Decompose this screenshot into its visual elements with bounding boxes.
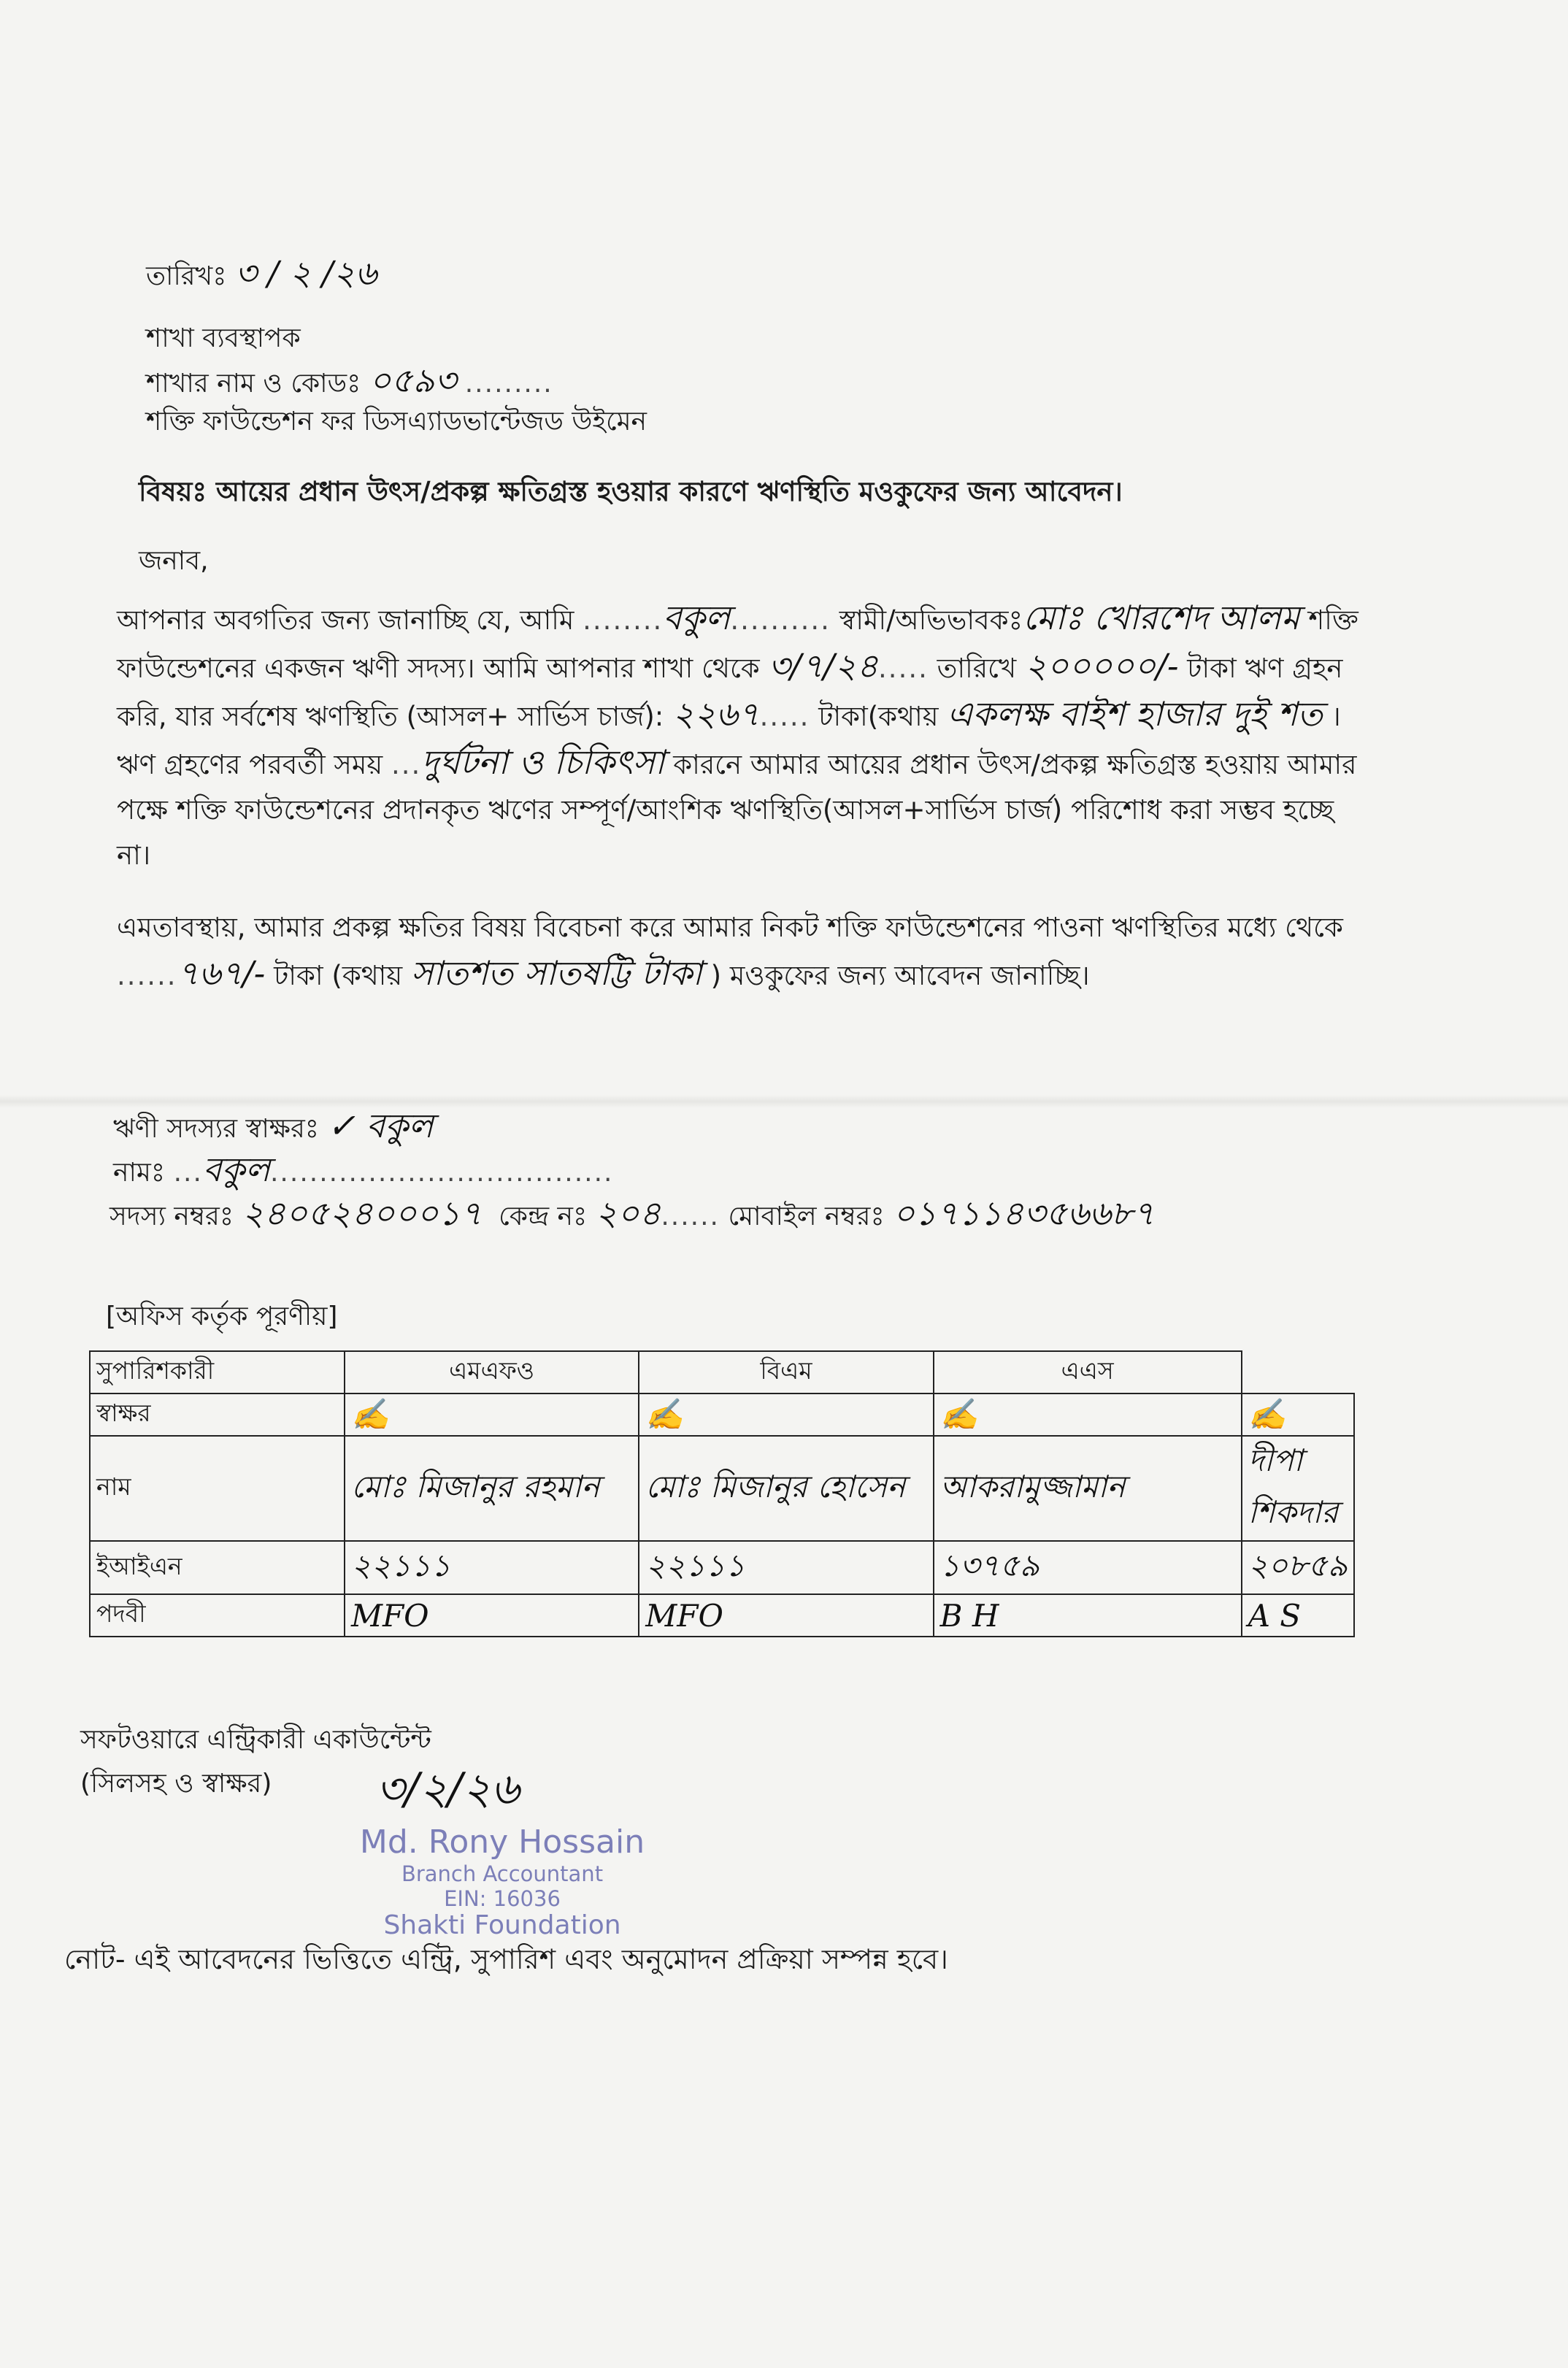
body-text: স্বামী/অভিভাবকঃ bbox=[839, 604, 1023, 636]
signature-label: ঋণী সদস্যর স্বাক্ষরঃ bbox=[113, 1114, 319, 1144]
loan-amount-fill: ২০০০০০/- bbox=[1025, 646, 1179, 685]
stamp-org: Shakti Foundation bbox=[383, 1910, 621, 1940]
body-paragraph-2 bbox=[117, 905, 1372, 999]
body-paragraph-1 bbox=[117, 595, 1372, 878]
row-label: স্বাক্ষর bbox=[90, 1393, 345, 1436]
waiver-words-fill: সাতশত সাতষট্টি টাকা bbox=[410, 953, 702, 993]
footer-note: নোট- এই আবেদনের ভিত্তিতে এন্ট্রি, সুপারিশ এবং অনুমোদন প্রক্রিয়া সম্পন্ন হবে। bbox=[64, 1943, 948, 1975]
ein-cell: ২২১১১ bbox=[345, 1541, 639, 1594]
waiver-amount-fill: ৭৬৭/- bbox=[177, 953, 266, 993]
applicant-signature-row bbox=[113, 1108, 434, 1147]
name-cell: মোঃ মিজানুর রহমান bbox=[345, 1436, 639, 1541]
ein-cell: ১৩৭৫৯ bbox=[934, 1541, 1242, 1594]
table-header: এএস bbox=[934, 1351, 1242, 1393]
dotted-fill: ........ bbox=[583, 604, 664, 636]
table-row bbox=[90, 1436, 1354, 1541]
loan-date-fill: ৩/৭/২৪ bbox=[768, 646, 879, 685]
table-header: বিএম bbox=[639, 1351, 933, 1393]
ein-cell: ২০৮৫৯ bbox=[1242, 1541, 1354, 1594]
accountant-label: সফটওয়ারে এন্ট্রিকারী একাউন্টেন্ট bbox=[80, 1725, 431, 1755]
signature-cell: ✍ bbox=[639, 1393, 933, 1436]
date-row bbox=[146, 255, 377, 294]
ein-cell: ২২১১১ bbox=[639, 1541, 933, 1594]
paper-fold-line bbox=[0, 1095, 1568, 1108]
dotted-fill: ................................... bbox=[269, 1158, 614, 1188]
member-name-fill: বকুল bbox=[663, 598, 731, 637]
subject-line: বিষয়ঃ আয়ের প্রধান উৎস/প্রকল্প ক্ষতিগ্রস্ত হওয়ার কারণে ঋণস্থিতি মওকুফের জন্য আবেদন। bbox=[139, 476, 1123, 507]
guardian-name-fill: মোঃ খোরশেদ bbox=[1023, 598, 1209, 637]
body-text: আপনার অবগতির জন্য জানাচ্ছি যে, আমি bbox=[117, 604, 574, 636]
stamp-name: Md. Rony Hossain bbox=[359, 1823, 645, 1861]
date-label: তারিখঃ bbox=[146, 261, 227, 291]
name-cell: মোঃ মিজানুর হোসেন bbox=[639, 1436, 933, 1541]
stamp-ein: EIN: 16036 bbox=[444, 1886, 561, 1911]
recipient: শাখা ব্যবস্থাপক bbox=[146, 323, 301, 353]
accountant-seal-note: (সিলসহ ও স্বাক্ষর) bbox=[80, 1769, 272, 1799]
dotted-fill: ..... bbox=[759, 701, 810, 732]
center-label: কেন্দ্র নঃ bbox=[499, 1202, 588, 1231]
member-no: ২৪০৫২৪০০০১৭ bbox=[242, 1193, 483, 1233]
dotted-fill: ...... bbox=[117, 960, 177, 991]
branch-label: শাখার নাম ও কোডঃ bbox=[146, 369, 361, 399]
accountant-seal-stamp bbox=[349, 1823, 656, 1940]
designation-cell: A S bbox=[1242, 1594, 1354, 1637]
applicant-signature: ✓ বকুল bbox=[327, 1106, 434, 1145]
center-no: ২০৪ bbox=[595, 1193, 661, 1233]
salutation: জনাব, bbox=[139, 546, 209, 576]
body-text: কারনে আমার আয়ের প্রধান উৎস/প্রকল্প ক্ষতিগ্রস্ত হওয়ায় আমার পক্ষে শক্তি ফাউন্ডেশনের প্রদানকৃত ঋণের সম্পূর্ণ/আংশিক ঋণস্থিতি(আসল+সার্ভিস চার্জ) পরিশোধ করা সম্ভব হচ্ছে না। bbox=[117, 749, 1357, 871]
name-cell: আকরামুজ্জামান bbox=[934, 1436, 1242, 1541]
applicant-name: বকুল bbox=[202, 1150, 270, 1189]
dotted-fill: ......... bbox=[464, 369, 553, 399]
table-header: এমএফও bbox=[345, 1351, 639, 1393]
signature-cell: ✍ bbox=[934, 1393, 1242, 1436]
balance-words-fill: একলক্ষ বাইশ হাজার দুই শত bbox=[947, 694, 1323, 734]
accountant-signature: ৩/২/২৬ bbox=[376, 1764, 520, 1815]
dotted-fill: ...... bbox=[661, 1202, 720, 1231]
dotted-fill: ..... bbox=[878, 653, 929, 684]
applicant-ids-row bbox=[109, 1193, 1155, 1234]
body-text: শক্তি ফাউন্ডেশনের একজন ঋণী সদস্য। আমি আপনার শাখা থেকে bbox=[117, 604, 1358, 684]
body-text: এমতাবস্থায়, আমার প্রকল্প ক্ষতির বিষয় বিবেচনা করে আমার নিকট শক্তি ফাউন্ডেশনের পাওনা ঋণস্থিতির মধ্যে থেকে bbox=[117, 912, 1343, 943]
body-text: টাকা ঋণ গ্রহন করি, যার সর্বশেষ ঋণস্থিতি (আসল+ সার্ভিস চার্জ): bbox=[117, 653, 1343, 732]
row-label: ইআইএন bbox=[90, 1541, 345, 1594]
guardian-name-fill-2: আলম bbox=[1217, 598, 1300, 637]
dotted-fill: .......... bbox=[730, 604, 831, 636]
table-header-row bbox=[90, 1351, 1354, 1393]
stamp-title: Branch Accountant bbox=[401, 1861, 604, 1886]
reason-fill: দুর্ঘটনা ও চিকিৎসা bbox=[421, 742, 665, 782]
branch-row bbox=[146, 363, 553, 401]
body-text: টাকা (কথায় bbox=[274, 960, 403, 991]
table-row bbox=[90, 1393, 1354, 1436]
signature-cell: ✍ bbox=[345, 1393, 639, 1436]
designation-cell: MFO bbox=[345, 1594, 639, 1637]
row-label: নাম bbox=[90, 1436, 345, 1541]
recommendation-table bbox=[89, 1350, 1355, 1637]
mobile-no: ০১৭১১৪৩৫৬৬৮৭ bbox=[893, 1193, 1155, 1233]
table-header: সুপারিশকারী bbox=[90, 1351, 345, 1393]
table-row bbox=[90, 1541, 1354, 1594]
designation-cell: MFO bbox=[639, 1594, 933, 1637]
organization: শক্তি ফাউন্ডেশন ফর ডিসএ্যাডভান্টেজড উইমেন bbox=[146, 407, 647, 437]
office-use-label: [অফিস কর্তৃক পূরণীয়] bbox=[106, 1302, 338, 1331]
body-text: ) মওকুফের জন্য আবেদন জানাচ্ছি। bbox=[710, 960, 1090, 991]
name-cell: দীপা শিকদার bbox=[1242, 1436, 1354, 1541]
branch-code: ০৫৯৩ bbox=[369, 361, 457, 400]
body-text: টাকা(কথায় bbox=[818, 701, 939, 732]
name-label: নামঃ bbox=[113, 1158, 166, 1188]
mobile-label: মোবাইল নম্বরঃ bbox=[728, 1202, 885, 1231]
table-row bbox=[90, 1594, 1354, 1637]
designation-cell: B H bbox=[934, 1594, 1242, 1637]
body-text: । ঋণ গ্রহণের পরবর্তী সময় bbox=[117, 701, 1341, 780]
balance-fill: ২২৬৭ bbox=[672, 694, 760, 734]
row-label: পদবী bbox=[90, 1594, 345, 1637]
date-value: ৩ / ২ /২৬ bbox=[234, 253, 377, 293]
member-no-label: সদস্য নম্বরঃ bbox=[109, 1202, 234, 1231]
dotted-fill: ... bbox=[391, 749, 422, 780]
signature-cell: ✍ bbox=[1242, 1393, 1354, 1436]
body-text: তারিখে bbox=[937, 653, 1017, 684]
dotted-fill: ... bbox=[173, 1158, 203, 1188]
applicant-name-row bbox=[113, 1152, 614, 1191]
